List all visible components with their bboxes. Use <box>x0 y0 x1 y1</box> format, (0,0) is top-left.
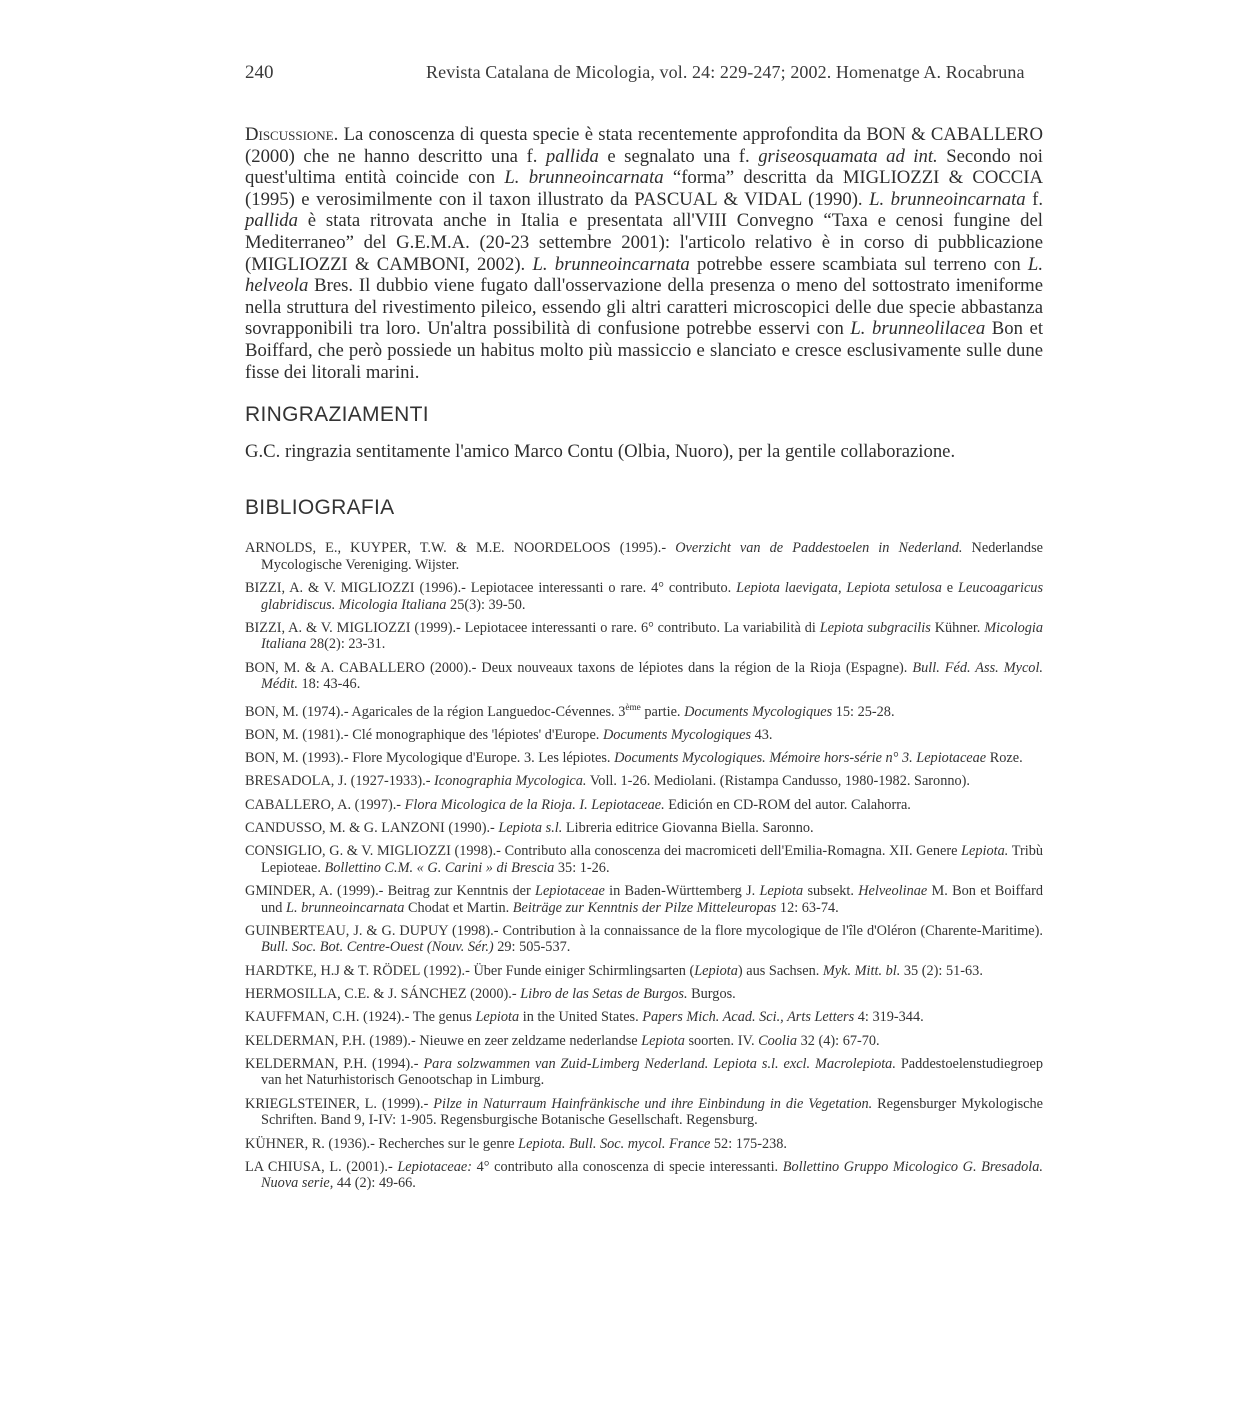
italic-text: Lepiota <box>641 1032 685 1049</box>
text-run: e <box>941 580 959 596</box>
reference-entry <box>245 1033 1043 1050</box>
text-run: BON, M. (1993).- Flore Mycologique d'Europe. 3. Les lépiotes. <box>245 749 615 766</box>
reference-entry <box>245 700 1043 720</box>
discussion-heading: Discussione. <box>245 124 339 145</box>
text-run: 43. <box>751 726 773 743</box>
italic-text: Lepiota <box>759 882 804 899</box>
main-content <box>245 124 1043 1199</box>
italic-text: pallida <box>245 210 298 232</box>
italic-text: L. brunneoincarnata <box>869 188 1026 210</box>
text-run: 32 (4): 67-70. <box>797 1032 880 1049</box>
section-heading-bibliography: BIBLIOGRAFIA <box>245 496 395 520</box>
text-run: 35: 1-26. <box>554 859 610 876</box>
text-run: 25(3): 39-50. <box>446 596 526 613</box>
reference-entry <box>245 820 1043 837</box>
text-run: 15: 25-28. <box>832 703 895 720</box>
text-run: GMINDER, A. (1999).- Beitrag zur Kenntnis der <box>245 882 535 899</box>
text-run: 4° contributo alla conoscenza di specie interessanti. <box>472 1158 783 1175</box>
italic-text: Coolia <box>758 1032 798 1049</box>
text-run: “forma” descritta da MIGLIOZZI & COCCIA (1995) e verosimilmente con il taxon illustrato da PASCUAL & VIDAL (1990). <box>245 167 1043 210</box>
text-run: CABALLERO, A. (1997).- <box>245 796 405 813</box>
text-run: Nederlandse Mycologische Vereniging. Wijster. <box>261 540 1043 573</box>
text-run: ) aus Sachsen. <box>737 962 823 979</box>
text-run: in the United States. <box>519 1009 643 1026</box>
page-number: 240 <box>245 62 274 83</box>
text-run: LA CHIUSA, L. (2001).- <box>245 1158 398 1175</box>
italic-text: Lepiota subgracilis <box>819 619 931 636</box>
text-run: 4: 319-344. <box>854 1009 924 1026</box>
text-run: KAUFFMAN, C.H. (1924).- The genus <box>245 1009 476 1026</box>
text-run: 44 (2): 49-66. <box>333 1175 416 1192</box>
text-run: BRESADOLA, J. (1927-1933).- <box>245 773 435 790</box>
text-run: CONSIGLIO, G. & V. MIGLIOZZI (1998).- Contributo alla conoscenza dei macromiceti dell'Emilia-Romagna. XII. Genere <box>245 843 962 860</box>
italic-text: L. brunneoincarnata <box>286 899 405 916</box>
text-run: Chodat et Martin. <box>404 899 513 916</box>
reference-entry <box>245 1159 1043 1192</box>
italic-text: Lepiota <box>694 962 738 979</box>
italic-text: Bollettino Gruppo Micologico G. Bresadola. Nuova serie, <box>261 1158 1043 1192</box>
reference-entry <box>245 727 1043 744</box>
text-run: 12: 63-74. <box>776 899 839 916</box>
italic-text: Leucoagaricus glabridiscus. Micologia Italiana <box>261 580 1044 613</box>
italic-text: griseosquamata ad int. <box>758 145 938 167</box>
text-run: HARDTKE, H.J & T. RÖDEL (1992).- Über Funde einiger Schirmlingsarten ( <box>245 962 695 979</box>
italic-text: Documents Mycologiques. Mémoire hors-série n° 3. Lepiotaceae <box>614 749 987 766</box>
reference-entry <box>245 843 1043 876</box>
italic-text: Pilze in Naturraum Hainfränkische und ihre Einbindung in die Vegetation. <box>433 1095 873 1112</box>
italic-text: pallida <box>545 145 599 167</box>
italic-text: Lepiota s.l. <box>498 819 563 836</box>
text-run: Kühner. <box>930 619 985 636</box>
italic-text: Micologia Italiana <box>261 619 1044 653</box>
text-run: Libreria editrice Giovanna Biella. Saronno. <box>562 819 814 836</box>
text-run: in Baden-Württemberg J. <box>604 882 760 899</box>
italic-text: L. brunneoincarnata <box>504 167 664 189</box>
text-run: Bres. Il dubbio viene fugato dall'osservazione della presenza o meno del sottostrato imeniforme nella struttura del rivestimento pileico, essendo gli altri caratteri microscopici delle due specie abbastanza sovrapponibili tra loro. Un'altra possibilità di confusione potrebbe esservi con <box>245 275 1043 340</box>
text-run: Edición en CD-ROM del autor. Calahorra. <box>664 796 911 813</box>
italic-text: Bull. Soc. Bot. Centre-Ouest (Nouv. Sér.) <box>261 939 494 956</box>
section-heading-acknowledgements: RINGRAZIAMENTI <box>245 403 429 427</box>
italic-text: Iconographia Mycologica. <box>434 773 587 790</box>
reference-entry <box>245 1009 1043 1026</box>
italic-text: Lepiotaceae <box>535 882 605 899</box>
text-run: BIZZI, A. & V. MIGLIOZZI (1999).- Lepiotacee interessanti o rare. 6° contributo. La variabilità di <box>245 619 820 636</box>
italic-text: Lepiota. Bull. Soc. mycol. France <box>518 1135 711 1152</box>
text-run: KÜHNER, R. (1936).- Recherches sur le genre <box>245 1135 519 1152</box>
italic-text: Beiträge zur Kenntnis der Pilze Mitteleuropas <box>512 899 777 916</box>
text-run: GUINBERTEAU, J. & G. DUPUY (1998).- Contribution à la connaissance de la flore mycologique de l'île d'Oléron (Charente-Maritime). <box>245 922 1043 939</box>
text-run: 28(2): 23-31. <box>306 636 386 653</box>
text-run: 35 (2): 51-63. <box>900 962 983 979</box>
text-run: 18: 43-46. <box>297 676 361 693</box>
reference-entry <box>245 580 1043 613</box>
text-run: 29: 505-537. <box>493 939 571 956</box>
italic-text: Flora Micologica de la Rioja. I. Lepiotaceae. <box>404 796 665 813</box>
text-run: Paddestoelenstudiegroep van het Naturhistorisch Genootschap in Limburg. <box>261 1055 1043 1089</box>
italic-text: L. brunneolilacea <box>850 318 986 340</box>
acknowledgements-text: G.C. ringrazia sentitamente l'amico Marco Contu (Olbia, Nuoro), per la gentile collaborazione. <box>245 441 956 463</box>
italic-text: Documents Mycologiques <box>684 703 833 720</box>
reference-entry <box>245 1136 1043 1153</box>
italic-text: Bollettino C.M. « G. Carini » di Brescia <box>324 859 555 876</box>
text-run: Tribù Lepioteae. <box>261 843 1044 876</box>
text-run: KELDERMAN, P.H. (1994).- <box>245 1055 424 1072</box>
reference-list <box>245 540 1043 1192</box>
text-run: Voll. 1-26. Mediolani. (Ristampa Candusso, 1980-1982. Saronno). <box>586 773 970 790</box>
text-run: subsekt. <box>803 882 859 899</box>
reference-entry <box>245 660 1043 693</box>
italic-text: Lepiota laevigata, Lepiota setulosa <box>736 580 942 596</box>
reference-entry <box>245 620 1043 653</box>
text-run: Bon et Boiffard, che però possiede un habitus molto più massiccio e slanciato e cresce esclusivamente sulle dune fisse dei litorali marini. <box>245 318 1044 383</box>
text-run: ARNOLDS, E., KUYPER, T.W. & M.E. NOORDELOOS (1995).- <box>245 540 676 557</box>
italic-text: Documents Mycologiques <box>602 726 752 743</box>
italic-text: Helveolinae <box>858 882 928 899</box>
text-run: soorten. IV. <box>684 1032 759 1049</box>
text-run: BIZZI, A. & V. MIGLIOZZI (1996).- Lepiotacee interessanti o rare. 4° contributo. <box>245 580 737 596</box>
reference-entry <box>245 1096 1043 1129</box>
reference-entry <box>245 750 1043 767</box>
text-run: e segnalato una f. <box>598 145 759 167</box>
text-run: potrebbe essere scambiata sul terreno con <box>689 253 1028 275</box>
text-run: KRIEGLSTEINER, L. (1999).- <box>245 1095 434 1112</box>
text-run: CANDUSSO, M. & G. LANZONI (1990).- <box>245 819 499 836</box>
text-run: Roze. <box>986 749 1023 766</box>
text-run: 52: 175-238. <box>710 1135 787 1152</box>
italic-text: Overzicht van de Paddestoelen in Nederland. <box>675 540 963 557</box>
italic-text: L. brunneoincarnata <box>532 253 690 275</box>
reference-entry <box>245 986 1043 1003</box>
discussion-body <box>245 124 1043 383</box>
text-run: KELDERMAN, P.H. (1989).- Nieuwe en zeer zeldzame nederlandse <box>245 1032 642 1049</box>
text-run: BON, M. (1981).- Clé monographique des 'lépiotes' d'Europe. <box>245 726 603 743</box>
italic-text: Lepiota <box>475 1009 520 1026</box>
running-header: Revista Catalana de Micologia, vol. 24: 229-247; 2002. Homenatge A. Rocabruna <box>426 62 1025 82</box>
text-run: M. Bon et Boiffard und <box>261 882 1043 916</box>
reference-entry <box>245 1056 1043 1089</box>
discussion-paragraph <box>245 124 1043 383</box>
text-run: è stata ritrovata anche in Italia e presentata all'VIII Convegno “Taxa e cenosi fungine del Mediterraneo” del G.E.M.A. (20-23 settembre 2001): l'articolo relativo è in corso di pubblicazione (MIGLIOZZI & CAMBONI, 2002). <box>245 210 1043 275</box>
italic-text: Bull. Féd. Ass. Mycol. Médit. <box>261 659 1043 693</box>
superscript: ème <box>625 702 641 713</box>
text-run: f. <box>1025 188 1043 210</box>
italic-text: Lepiota. <box>961 843 1009 860</box>
italic-text: L. helveola <box>245 253 1043 297</box>
italic-text: Papers Mich. Acad. Sci., Arts Letters <box>642 1009 855 1026</box>
reference-entry <box>245 797 1043 814</box>
italic-text: Lepiotaceae: <box>397 1158 472 1175</box>
text-run: HERMOSILLA, C.E. & J. SÁNCHEZ (2000).- <box>245 985 521 1002</box>
text-run: Burgos. <box>687 985 736 1002</box>
reference-entry <box>245 963 1043 980</box>
text-run: Secondo noi quest'ultima entità coincide con <box>245 145 1043 189</box>
reference-entry <box>245 883 1043 916</box>
text-run: BON, M. & A. CABALLERO (2000).- Deux nouveaux taxons de lépiotes dans la région de la Rioja (Espagne). <box>245 659 913 676</box>
italic-text: Myk. Mitt. bl. <box>822 962 901 979</box>
reference-entry <box>245 923 1043 956</box>
reference-entry <box>245 773 1043 790</box>
italic-text: Para solzwammen van Zuid-Limberg Nederland. Lepiota s.l. excl. Macrolepiota. <box>423 1055 896 1072</box>
reference-entry <box>245 540 1043 573</box>
text-run: Regensburger Mykologische Schriften. Band 9, I-IV: 1-905. Regensburgische Botanische Gesellschaft. Regensburg. <box>261 1095 1043 1129</box>
text-run: La conoscenza di questa specie è stata recentemente approfondita da BON & CABALLERO (2000) che ne hanno descritto una f. <box>245 124 1044 167</box>
italic-text: Libro de las Setas de Burgos. <box>520 985 688 1002</box>
text-run: partie. <box>640 703 685 720</box>
text-run: BON, M. (1974).- Agaricales de la région Languedoc-Cévennes. 3 <box>245 703 626 720</box>
